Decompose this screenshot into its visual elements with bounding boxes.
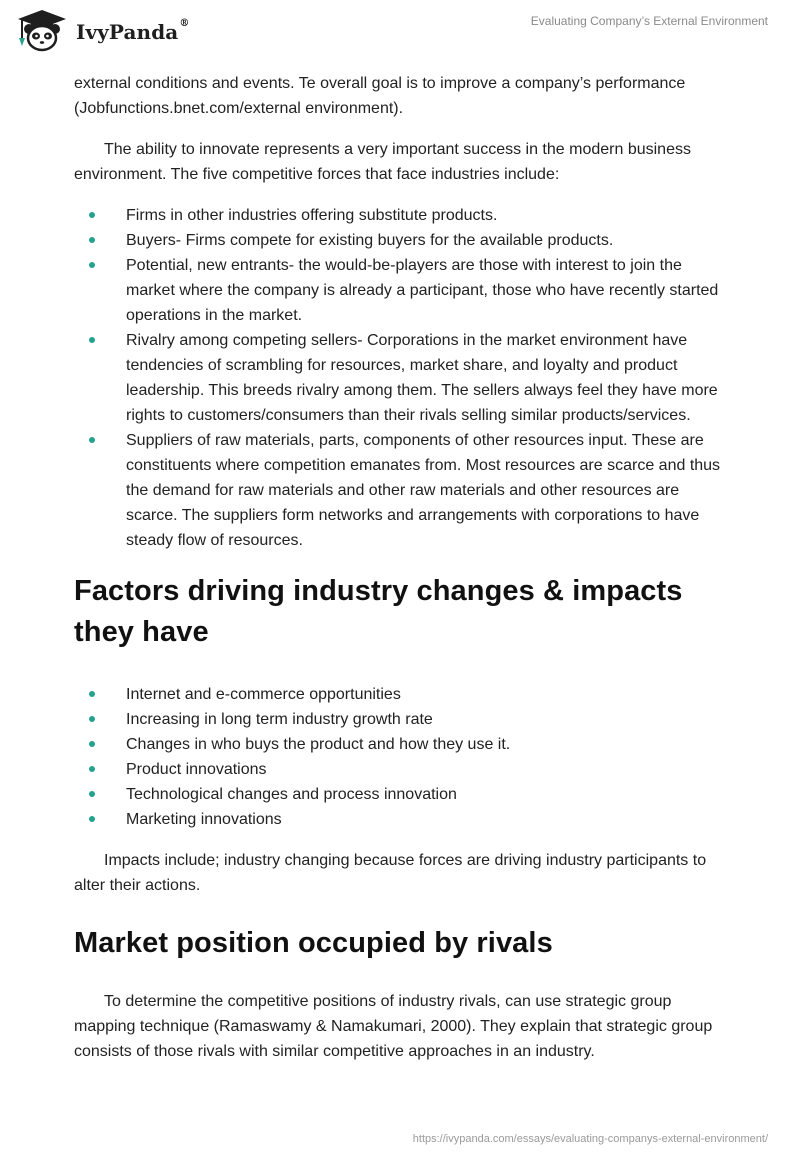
- competitive-forces-list: [74, 203, 724, 553]
- paragraph-continued: external conditions and events. Te overall goal is to improve a company’s performance (Jobfunctions.bnet.com/external environment).: [74, 75, 686, 117]
- brand-logo[interactable]: [14, 8, 189, 52]
- list-item: [74, 732, 724, 757]
- bullet-dot-icon: [89, 741, 95, 747]
- list-item-text: Buyers- Firms compete for existing buyers for the available products.: [126, 232, 614, 249]
- bullet-dot-icon: [89, 262, 95, 268]
- list-item: [74, 807, 724, 832]
- list-item: [74, 707, 724, 732]
- list-item: [74, 757, 724, 782]
- paragraph-impacts: Impacts include; industry changing because forces are driving industry participants to alter their actions.: [74, 852, 707, 894]
- page-header: [0, 0, 800, 62]
- bullet-dot-icon: [89, 791, 95, 797]
- list-item: [74, 328, 724, 428]
- paragraph-market: To determine the competitive positions of industry rivals, can use strategic group mapping technique (Ramaswamy & Namakumari, 2000). They explain that strategic group consists of those rivals with similar competitive approaches in an industry.: [74, 993, 713, 1060]
- paragraph-innovate: The ability to innovate represents a very important success in the modern business environment. The five competitive forces that face industries include:: [74, 141, 691, 183]
- bullet-dot-icon: [89, 816, 95, 822]
- brand-name: [76, 20, 189, 44]
- list-item: [74, 253, 724, 328]
- list-item-text: Marketing innovations: [126, 811, 282, 828]
- factors-list: [74, 682, 724, 832]
- bullet-dot-icon: [89, 716, 95, 722]
- bullet-dot-icon: [89, 212, 95, 218]
- list-item: [74, 203, 724, 228]
- list-item: [74, 428, 724, 553]
- list-item-text: Firms in other industries offering substitute products.: [126, 207, 498, 224]
- list-item-text: Increasing in long term industry growth rate: [126, 711, 433, 728]
- bullet-dot-icon: [89, 237, 95, 243]
- list-item: [74, 782, 724, 807]
- bullet-dot-icon: [89, 337, 95, 343]
- bullet-dot-icon: [89, 766, 95, 772]
- heading-market-position: Market position occupied by rivals: [74, 927, 553, 959]
- heading-factors: Factors driving industry changes & impacts they have: [74, 575, 683, 648]
- list-item-text: Product innovations: [126, 761, 267, 778]
- essay-content: [74, 71, 724, 1064]
- list-item-text: Changes in who buys the product and how they use it.: [126, 736, 511, 753]
- source-url[interactable]: https://ivypanda.com/essays/evaluating-companys-external-environment/: [412, 1133, 768, 1145]
- list-item: [74, 682, 724, 707]
- list-item-text: Technological changes and process innovation: [126, 786, 457, 803]
- panda-graduate-icon: [14, 8, 70, 52]
- document-title: Evaluating Company’s External Environment: [530, 14, 768, 28]
- bullet-dot-icon: [89, 437, 95, 443]
- list-item-text: Potential, new entrants- the would-be-players are those with interest to join the market where the company is already a participant, those who have recently started operations in the market.: [126, 257, 719, 324]
- bullet-dot-icon: [89, 691, 95, 697]
- list-item-text: Suppliers of raw materials, parts, components of other resources input. These are constituents where competition emanates from. Most resources are scarce and thus the demand for raw materials and other raw materials and other resources are scarce. The suppliers form networks and arrangements with corporations to have steady flow of resources.: [126, 432, 721, 549]
- registered-mark: ®: [179, 18, 190, 29]
- list-item-text: Internet and e-commerce opportunities: [126, 686, 401, 703]
- brand-name-text: IvyPanda: [76, 20, 179, 44]
- list-item-text: Rivalry among competing sellers- Corporations in the market environment have tendencies of scrambling for resources, market share, and loyalty and product leadership. This breeds rivalry among them. The sellers always feel they have more rights to customers/consumers than their rivals selling similar products/services.: [126, 332, 718, 424]
- list-item: [74, 228, 724, 253]
